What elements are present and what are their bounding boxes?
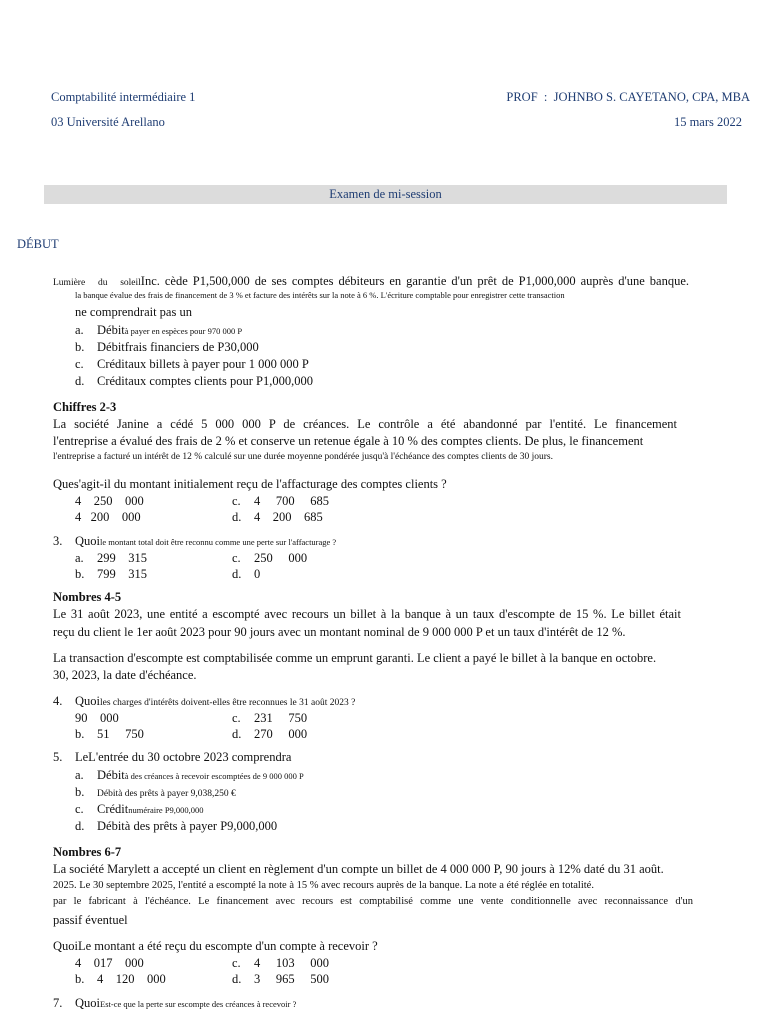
q5-option-d bbox=[75, 819, 277, 834]
q6-option-a bbox=[75, 956, 144, 971]
university-name: 03 Université Arellano bbox=[51, 115, 165, 129]
s45-paragraph-line2: reçu du client le 1er août 2023 pour 90 jours avec un montant nominal de 9 000 000 P et un taux d'intérêt de 12 %. bbox=[53, 625, 626, 639]
start-label: DÉBUT bbox=[17, 237, 59, 251]
q4-option-b bbox=[75, 727, 144, 742]
s45-paragraph-line3: La transaction d'escompte est comptabilisée comme un emprunt garanti. Le client a payé le billet à la banque en octobre. bbox=[53, 651, 657, 665]
option-value: 4 200 685 bbox=[254, 510, 323, 524]
option-value: 799 315 bbox=[97, 567, 147, 581]
q1-option-d bbox=[75, 374, 313, 389]
option-text: Crédit bbox=[97, 802, 129, 816]
question-number: 5. bbox=[53, 750, 63, 764]
s67-paragraph-line1: La société Marylett a accepté un client en règlement d'un compte un billet de 4 000 000 P, 90 jours à 12% daté du 31 août. bbox=[53, 862, 664, 876]
q4-main: Quoi bbox=[75, 694, 100, 708]
q3-option-a bbox=[75, 551, 147, 566]
option-text: Débitfrais financiers de P30,000 bbox=[97, 340, 259, 354]
option-label: d. bbox=[75, 374, 85, 388]
q3-stem bbox=[53, 534, 336, 549]
option-label: c. bbox=[75, 802, 84, 816]
option-value: 90 000 bbox=[75, 711, 119, 725]
option-text: Créditaux billets à payer pour 1 000 000 P bbox=[97, 357, 309, 371]
q1-stem-line2: la banque évalue des frais de financement de 3 % et facture des intérêts sur la note à 6 %. L'écriture comptable pour enregistrer cette transaction bbox=[75, 290, 565, 300]
question-number: 4. bbox=[53, 694, 63, 708]
q2-option-a bbox=[75, 494, 144, 509]
option-value: 231 750 bbox=[254, 711, 308, 725]
q1-stem-line1 bbox=[53, 272, 689, 290]
option-text-small: à payer en espèces pour 970 000 P bbox=[124, 326, 243, 336]
q6-option-d bbox=[232, 972, 329, 987]
s45-paragraph-line1 bbox=[53, 607, 681, 622]
q2-option-c bbox=[232, 494, 329, 509]
option-label: b. bbox=[75, 972, 85, 986]
question-number: 3. bbox=[53, 534, 63, 548]
q2-option-b bbox=[75, 510, 141, 525]
s23-paragraph-line2: l'entreprise a évalué des frais de 2 % et conserve un retenue égale à 10 % des comptes clients. De plus, le financement bbox=[53, 434, 644, 448]
section-heading-4-5: Nombres 4-5 bbox=[53, 590, 122, 604]
q6-option-c bbox=[232, 956, 329, 971]
option-label: c. bbox=[232, 494, 241, 508]
option-text: Débità des prêts à payer P9,000,000 bbox=[97, 819, 278, 833]
q7-stem bbox=[53, 996, 296, 1011]
option-label: a. bbox=[75, 323, 84, 337]
option-label: a. bbox=[75, 551, 84, 565]
option-text: Débit bbox=[97, 323, 125, 337]
option-label: b. bbox=[75, 785, 85, 799]
q7-main: Quoi bbox=[75, 996, 100, 1010]
option-value: 4 200 000 bbox=[75, 510, 141, 524]
option-label: d. bbox=[232, 567, 242, 581]
q1-option-c bbox=[75, 357, 309, 372]
option-value: 51 750 bbox=[97, 727, 144, 741]
q5-option-b bbox=[75, 785, 236, 800]
option-text-small: numéraire P9,000,000 bbox=[128, 805, 204, 815]
option-value: 250 000 bbox=[254, 551, 308, 565]
s45-line1-text: Le 31 août 2023, une entité a escompté avec recours un billet à la banque à un taux d'escompte de 15 %. Le billet était bbox=[53, 607, 681, 621]
option-label: d. bbox=[75, 819, 85, 833]
exam-title-bar bbox=[44, 185, 727, 204]
q6-stem: QuoiLe montant a été reçu du escompte d'un compte à recevoir ? bbox=[53, 939, 378, 953]
s23-paragraph-line3: l'entreprise a facturé un intérêt de 12 % calculé sur une durée moyenne pondérée jusqu'à l'échéance des comptes clients de 30 jours. bbox=[53, 452, 553, 462]
q1-option-a bbox=[75, 323, 242, 338]
option-label: d. bbox=[232, 510, 242, 524]
q3-main: Quoi bbox=[75, 534, 100, 548]
q1-prefix: Lumière du soleil bbox=[53, 278, 141, 288]
q5-option-a bbox=[75, 768, 304, 783]
option-label: b. bbox=[75, 340, 85, 354]
s23-paragraph-line1 bbox=[53, 417, 677, 432]
option-text-small: à des créances à recevoir escomptées de 9 000 000 P bbox=[124, 771, 304, 781]
option-text: Créditaux comptes clients pour P1,000,000 bbox=[97, 374, 313, 388]
option-label: b. bbox=[75, 727, 85, 741]
option-value: 4 017 000 bbox=[75, 956, 144, 970]
option-label: d. bbox=[232, 727, 242, 741]
option-value: 4 700 685 bbox=[254, 494, 329, 508]
s67-paragraph-line2: 2025. Le 30 septembre 2025, l'entité a escompté la note à 15 % avec recours auprès de la banque. La note a été réglée en totalité. bbox=[53, 880, 594, 891]
option-text-small: Débità des prêts à payer 9,038,250 € bbox=[97, 789, 236, 799]
q4-option-c bbox=[232, 711, 307, 726]
option-label: d. bbox=[232, 972, 242, 986]
option-label: b. bbox=[75, 567, 85, 581]
q2-option-d bbox=[232, 510, 323, 525]
option-value: 299 315 bbox=[97, 551, 147, 565]
q1-option-b bbox=[75, 340, 259, 355]
s67-paragraph-line3 bbox=[53, 896, 693, 907]
option-value: 4 120 000 bbox=[97, 972, 166, 986]
q3-option-c bbox=[232, 551, 307, 566]
q1-stem-line3: ne comprendrait pas un bbox=[75, 305, 192, 319]
q6-option-b bbox=[75, 972, 166, 987]
section-heading-6-7: Nombres 6-7 bbox=[53, 845, 122, 859]
q5-option-c bbox=[75, 802, 204, 817]
q5-text: LeL'entrée du 30 octobre 2023 comprendra bbox=[75, 750, 292, 764]
professor-name: PROF : JOHNBO S. CAYETANO, CPA, MBA bbox=[506, 90, 750, 104]
section-heading-2-3: Chiffres 2-3 bbox=[53, 400, 117, 414]
option-value: 0 bbox=[254, 567, 261, 581]
q1-stem-line1-text bbox=[53, 272, 689, 290]
q2-stem: Ques'agit-il du montant initialement reçu de l'affacturage des comptes clients ? bbox=[53, 477, 447, 491]
q3-small: le montant total doit être reconnu comme une perte sur l'affacturage ? bbox=[100, 537, 337, 547]
s67-line3-text: par le fabricant à l'échéance. Le financement avec recours est comptabilisé comme une vente conditionnelle avec reconnaissance d'un bbox=[53, 896, 693, 907]
option-value: 4 103 000 bbox=[254, 956, 329, 970]
exam-date: 15 mars 2022 bbox=[673, 115, 742, 129]
s23-line1-text: La société Janine a cédé 5 000 000 P de créances. Le contrôle a été abandonné par l'entité. Le financement bbox=[53, 417, 677, 431]
option-text: Débit bbox=[97, 768, 125, 782]
s67-paragraph-line4: passif éventuel bbox=[53, 913, 128, 927]
s45-paragraph-line4: 30, 2023, la date d'échéance. bbox=[53, 668, 197, 682]
course-name: Comptabilité intermédiaire 1 bbox=[51, 90, 196, 104]
option-label: c. bbox=[232, 711, 241, 725]
option-value: 3 965 500 bbox=[254, 972, 329, 986]
option-value: 4 250 000 bbox=[75, 494, 144, 508]
q5-stem bbox=[53, 750, 291, 765]
exam-title: Examen de mi-session bbox=[329, 187, 442, 201]
q3-option-d bbox=[232, 567, 260, 582]
option-label: a. bbox=[75, 768, 84, 782]
q3-option-b bbox=[75, 567, 147, 582]
option-label: c. bbox=[232, 956, 241, 970]
q4-option-a bbox=[75, 711, 119, 726]
q1-stem-main: Inc. cède P1,500,000 de ses comptes débiteurs en garantie d'un prêt de P1,000,000 auprès d'une banque. bbox=[140, 274, 689, 288]
option-label: c. bbox=[232, 551, 241, 565]
option-label: c. bbox=[75, 357, 84, 371]
q4-small: les charges d'intérêts doivent-elles être reconnues le 31 août 2023 ? bbox=[100, 698, 356, 708]
question-number: 7. bbox=[53, 996, 63, 1010]
q4-option-d bbox=[232, 727, 307, 742]
option-value: 270 000 bbox=[254, 727, 308, 741]
q7-small: Est-ce que la perte sur escompte des créances à recevoir ? bbox=[100, 999, 297, 1009]
q4-stem bbox=[53, 694, 355, 709]
